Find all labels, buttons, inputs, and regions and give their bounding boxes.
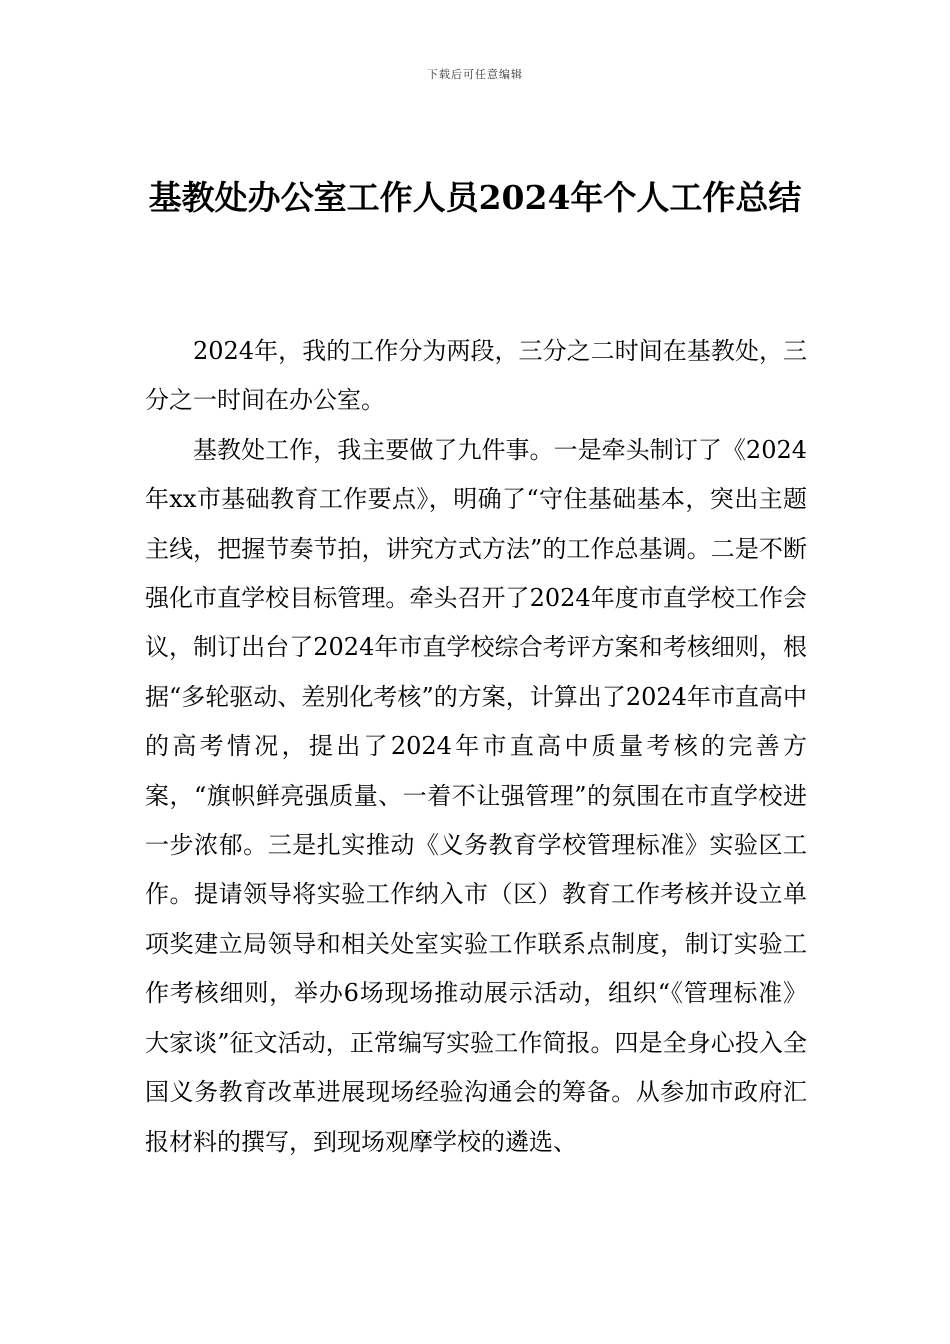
document-body (145, 327, 807, 1167)
document-title: 基教处办公室工作人员2024年个人工作总结 (148, 178, 802, 217)
paragraph-2: 基教处工作，我主要做了九件事。一是牵头制订了《2024年xx市基础教育工作要点》，明确了“守住基础基本，突出主题主线，把握节奏节拍，讲究方式方法”的工作总基调。二是不断强化市直学校目标管理。牵头召开了2024年度市直学校工作会议，制订出台了2024年市直学校综合考评方案和考核细则，根据“多轮驱动、差别化考核”的方案，计算出了2024年市直高中的高考情况，提出了2024年市直高中质量考核的完善方案，“旗帜鲜亮强质量、一着不让强管理”的氛围在市直学校进一步浓郁。三是扎实推动《义务教育学校管理标准》实验区工作。提请领导将实验工作纳入市（区）教育工作考核并设立单项奖建立局领导和相关处室实验工作联系点制度，制订实验工作考核细则，举办6场现场推动展示活动，组织“《管理标准》大家谈”征文活动，正常编写实验工作简报。四是全身心投入全国义务教育改革进展现场经验沟通会的筹备。从参加市政府汇报材料的撰写，到现场观摩学校的遴选、 (145, 435, 807, 1156)
paragraph-1: 2024年，我的工作分为两段，三分之二时间在基教处，三分之一时间在办公室。 (145, 337, 807, 415)
page-header-note: 下载后可任意编辑 (427, 68, 523, 81)
